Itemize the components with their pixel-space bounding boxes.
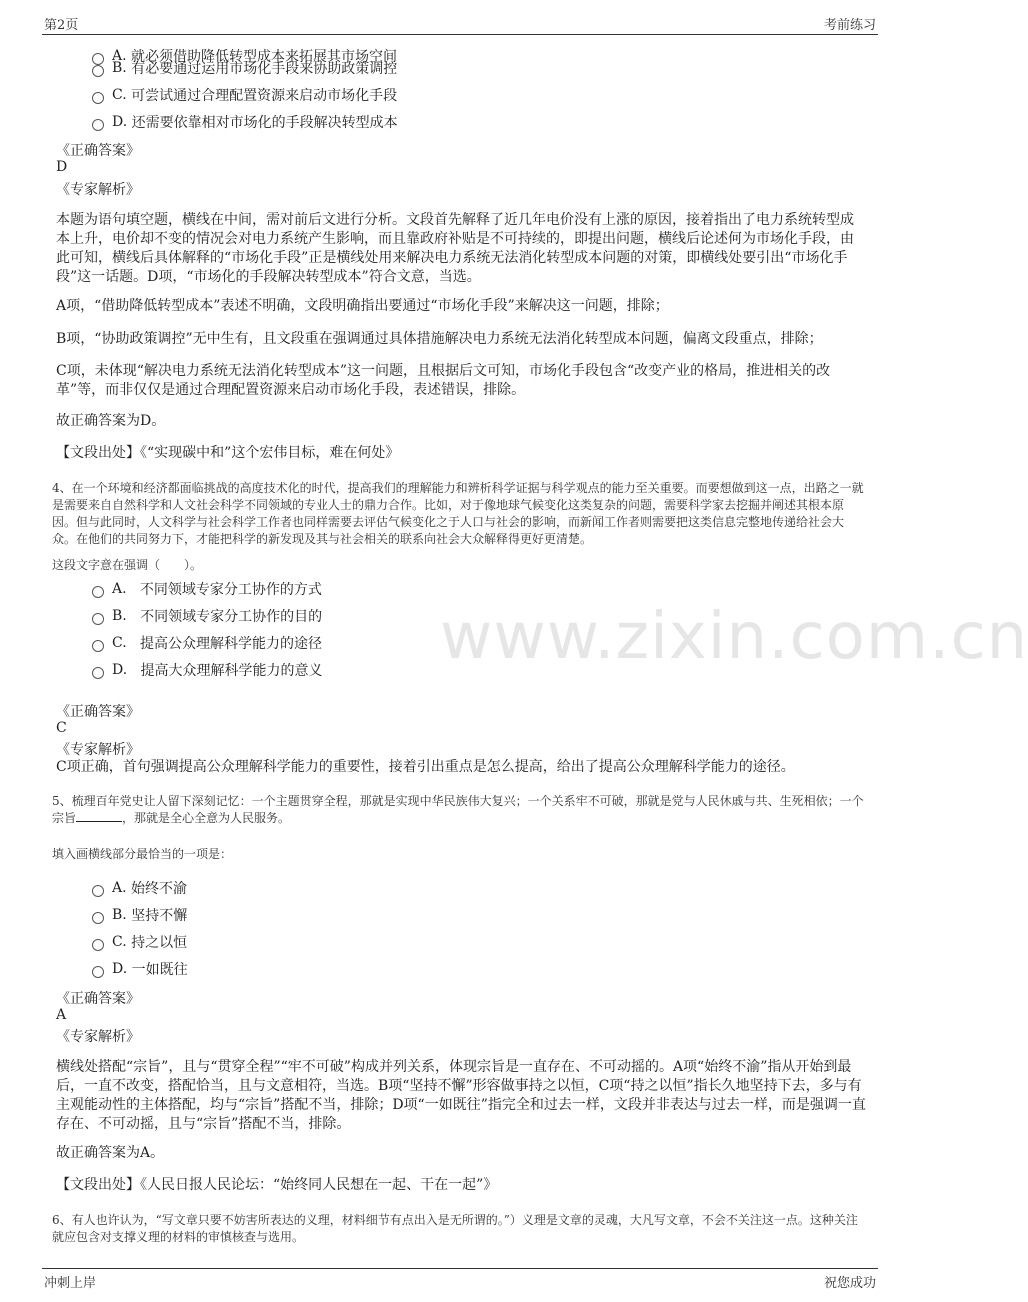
analysis-paragraph: C项，未体现“解决电力系统无法消化转型成本”这一问题，且根据后文可知，市场化手段包含“改变产业的格局，推进相关的改革”等，而非仅仅是通过合理配置资源来启动市场化手段，表述错误，排除。 bbox=[56, 363, 831, 398]
q3-option-b[interactable] bbox=[92, 58, 397, 78]
option-label: C. bbox=[112, 635, 127, 651]
option-label: A. bbox=[112, 581, 127, 597]
radio-icon[interactable] bbox=[92, 92, 104, 104]
question-stem: 6、有人也许认为，“写文章只要不妨害所表达的义理，材料细节有点出入是无所谓的。”）义理是文章的灵魂，大凡写文章，不会不关注这一点。这种关注就应包含对支撑义理的材料的审慎核查与选用。 bbox=[52, 1213, 858, 1244]
footer-left: 冲刺上岸 bbox=[44, 1276, 97, 1291]
radio-icon[interactable] bbox=[92, 119, 104, 131]
question-prompt: 这段文字意在强调（ ）。 bbox=[52, 558, 203, 572]
option-label: B. bbox=[112, 608, 127, 624]
header-divider bbox=[42, 34, 878, 35]
option-text: 还需要依靠相对市场化的手段解决转型成本 bbox=[131, 115, 398, 131]
analysis-paragraph: 横线处搭配“宗旨”，且与“贯穿全程”“牢不可破”构成并列关系，体现宗旨是一直存在、不可动摇的。A项“始终不渝”指从开始到最后，一直不改变，搭配恰当，且与文意相符，当选。B项“坚持不懈”形容做事持之以恒，C项“持之以恒”指长久地坚持下去，多与有主观能动性的主体搭配，均与“宗旨”搭配不当，排除；D项“一如既往”指完全和过去一样，文段并非表达与过去一样，而是强调一直存在、不可动摇，且与“宗旨”搭配不当，排除。 bbox=[56, 1059, 866, 1132]
q4-option-b[interactable] bbox=[92, 606, 322, 626]
radio-icon[interactable] bbox=[92, 667, 104, 679]
radio-icon[interactable] bbox=[92, 912, 104, 924]
question-prompt: 填入画横线部分最恰当的一项是： bbox=[52, 847, 233, 861]
option-label: D. bbox=[112, 961, 128, 977]
option-text: 提高大众理解科学能力的意义 bbox=[140, 663, 323, 679]
stem-text: ，那就是全心全意为人民服务。 bbox=[122, 811, 291, 825]
option-text: 有必要通过运用市场化手段来协助政策调控 bbox=[131, 61, 398, 77]
conclusion: 故正确答案为A。 bbox=[56, 1145, 165, 1161]
analysis-heading: 《专家解析》 bbox=[56, 742, 140, 758]
watermark: www.zixin.com.cn bbox=[440, 600, 1028, 674]
page-number: 第2页 bbox=[44, 18, 79, 33]
q5-option-a[interactable] bbox=[92, 878, 187, 898]
option-label: A. bbox=[112, 48, 127, 64]
option-text: 就必须借助降低转型成本来拓展其市场空间 bbox=[131, 49, 398, 65]
option-label: B. bbox=[112, 907, 127, 923]
analysis-paragraph: C项正确，首句强调提高公众理解科学能力的重要性，接着引出重点是怎么提高，给出了提高公众理解科学能力的途径。 bbox=[56, 759, 795, 775]
radio-icon[interactable] bbox=[92, 885, 104, 897]
answer-value: C bbox=[56, 720, 67, 736]
option-label: C. bbox=[112, 934, 127, 950]
stem-text: 5、梳理百年党史让人留下深刻记忆：一个主题贯穿全程，那就是实现中华民族伟大复兴；一个关系牢不可破，那就是党与人民休戚与共、生死相依；一个宗旨 bbox=[52, 794, 864, 825]
q5-option-d[interactable] bbox=[92, 959, 188, 979]
q5-option-b[interactable] bbox=[92, 905, 187, 925]
option-text: 可尝试通过合理配置资源来启动市场化手段 bbox=[131, 88, 398, 104]
answer-heading: 《正确答案》 bbox=[56, 991, 140, 1007]
option-text: 坚持不懈 bbox=[131, 908, 188, 924]
option-text: 持之以恒 bbox=[131, 935, 188, 951]
q4-option-c[interactable] bbox=[92, 633, 322, 653]
analysis-heading: 《专家解析》 bbox=[56, 182, 140, 198]
footer-divider bbox=[42, 1268, 878, 1269]
option-label: D. bbox=[112, 662, 128, 678]
conclusion: 故正确答案为D。 bbox=[56, 413, 166, 429]
fill-blank bbox=[76, 821, 122, 822]
footer-right: 祝您成功 bbox=[823, 1276, 876, 1291]
header-title: 考前练习 bbox=[823, 18, 876, 33]
analysis-paragraph: 本题为语句填空题，横线在中间，需对前后文进行分析。文段首先解释了近几年电价没有上涨的原因，接着指出了电力系统转型成本上升，电价却不变的情况会对电力系统产生影响，而且靠政府补贴是不可持续的，即提出问题，横线后论述何为市场化手段，由此可知，横线后具体解释的“市场化手段”正是横线处用来解决电力系统无法消化转型成本问题的对策，即横线处要引出“市场化手段”这一话题。D项，“市场化的手段解决转型成本”符合文意，当选。 bbox=[56, 212, 854, 285]
option-text: 不同领域专家分工协作的目的 bbox=[140, 609, 323, 625]
source-citation: 【文段出处】《人民日报人民论坛：“始终同人民想在一起、干在一起”》 bbox=[56, 1177, 498, 1193]
option-text: 始终不渝 bbox=[131, 881, 188, 897]
radio-icon[interactable] bbox=[92, 640, 104, 652]
radio-icon[interactable] bbox=[92, 586, 104, 598]
q3-option-d[interactable] bbox=[92, 112, 398, 132]
question-stem bbox=[52, 793, 867, 827]
analysis-paragraph: B项，“协助政策调控”无中生有，且文段重在强调通过具体措施解决电力系统无法消化转型成本问题，偏离文段重点，排除； bbox=[56, 331, 823, 347]
answer-value: D bbox=[56, 159, 68, 175]
option-text: 不同领域专家分工协作的方式 bbox=[139, 582, 322, 598]
analysis-paragraph: A项，“借助降低转型成本”表述不明确，文段明确指出要通过“市场化手段”来解决这一问题，排除； bbox=[56, 298, 669, 314]
q5-option-c[interactable] bbox=[92, 932, 187, 952]
option-text: 提高公众理解科学能力的途径 bbox=[140, 636, 323, 652]
option-label: A. bbox=[112, 880, 127, 896]
answer-heading: 《正确答案》 bbox=[56, 704, 140, 720]
radio-icon[interactable] bbox=[92, 613, 104, 625]
source-citation: 【文段出处】《“实现碳中和”这个宏伟目标，难在何处》 bbox=[56, 445, 400, 461]
radio-icon[interactable] bbox=[92, 65, 104, 77]
q3-option-c[interactable] bbox=[92, 85, 397, 105]
option-text: 一如既往 bbox=[131, 962, 188, 978]
q4-option-d[interactable] bbox=[92, 660, 323, 680]
q4-option-a[interactable] bbox=[92, 579, 322, 599]
option-label: B. bbox=[112, 60, 127, 76]
radio-icon[interactable] bbox=[92, 939, 104, 951]
analysis-heading: 《专家解析》 bbox=[56, 1029, 140, 1045]
answer-heading: 《正确答案》 bbox=[56, 143, 140, 159]
option-label: D. bbox=[112, 114, 128, 130]
option-label: C. bbox=[112, 87, 127, 103]
question-stem: 4、在一个环境和经济都面临挑战的高度技术化的时代，提高我们的理解能力和辨析科学证据与科学观点的能力至关重要。而要想做到这一点，出路之一就是需要来自自然科学和人文社会科学不同领域的专业人士的鼎力合作。比如，对于像地球气候变化这类复杂的问题，需要科学家去挖掘并阐述其根本原因。但与此同时，人文科学与社会科学工作者也同样需要去评估气候变化之于人口与社会的影响，而新闻工作者则需要把这类信息完整地传递给社会大众。在他们的共同努力下，才能把科学的新发现及其与社会相关的联系向社会大众解释得更好更清楚。 bbox=[52, 481, 864, 546]
answer-value: A bbox=[56, 1007, 67, 1023]
radio-icon[interactable] bbox=[92, 966, 104, 978]
